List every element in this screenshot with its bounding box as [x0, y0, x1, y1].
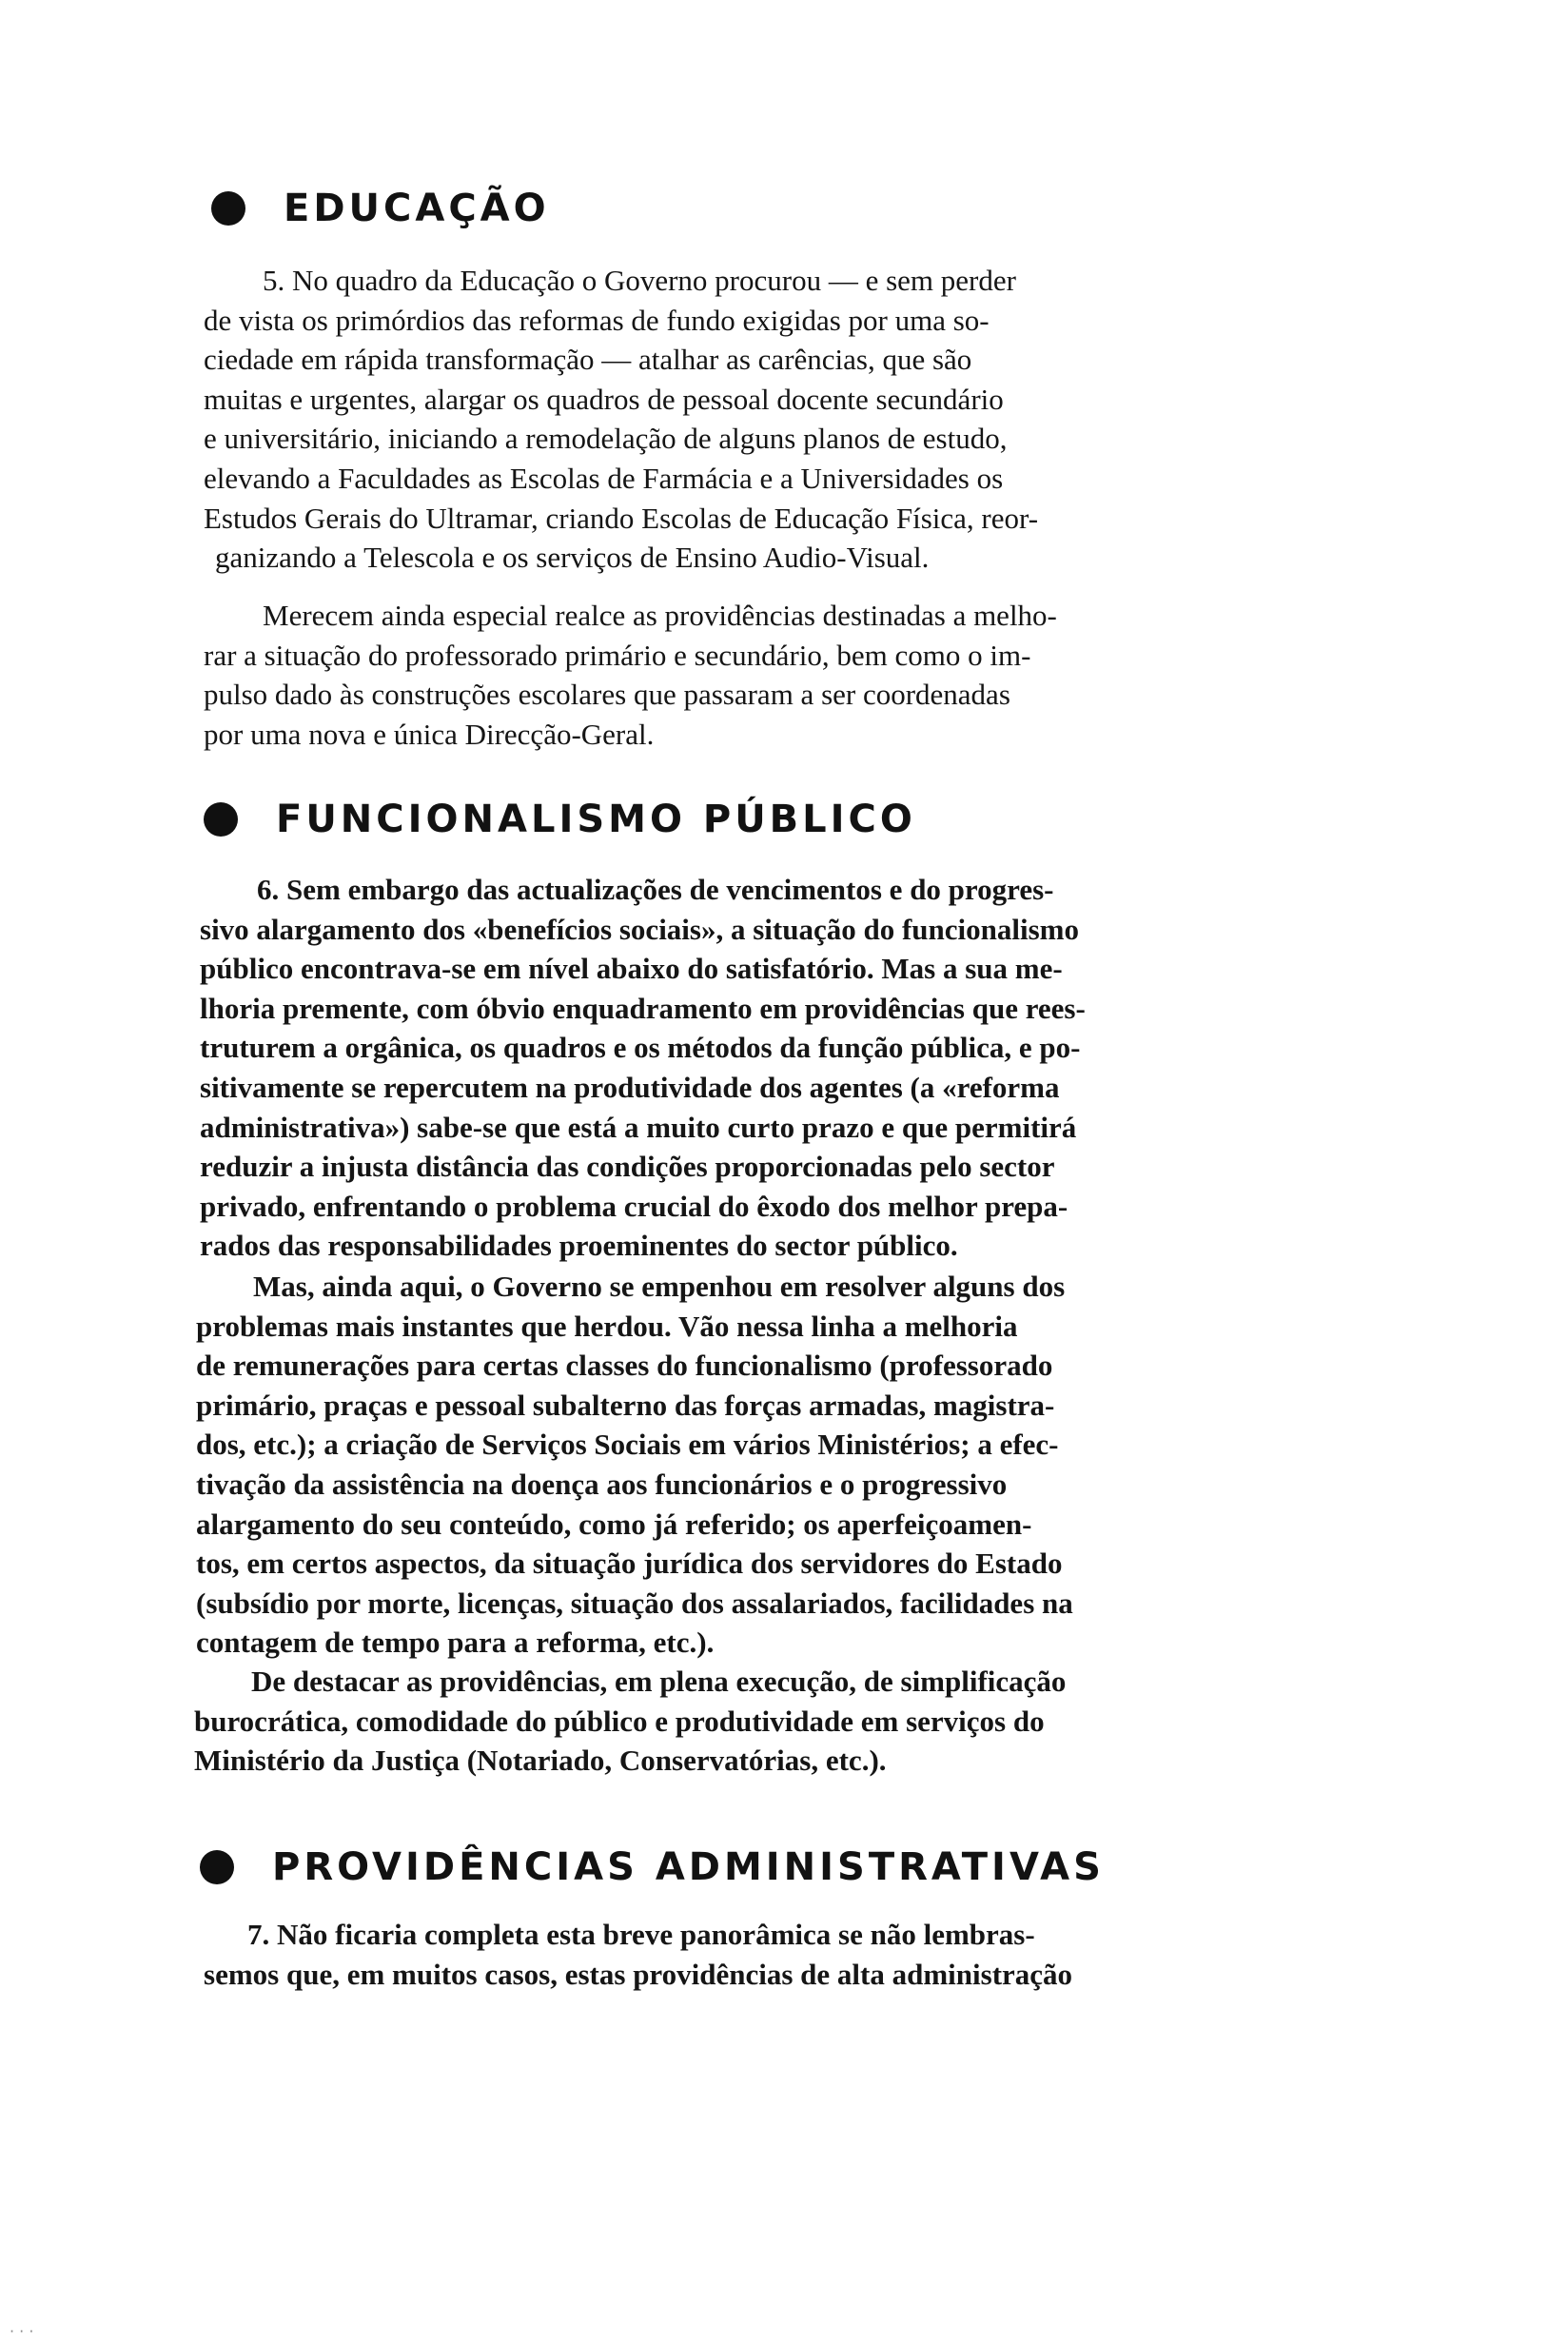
bullet-icon — [200, 1850, 234, 1884]
text-line: privado, enfrentando o problema crucial do êxodo dos melhor prepa- — [200, 1189, 1068, 1223]
text-line: 6. Sem embargo das actualizações de vencimentos e do progres- — [257, 873, 1054, 906]
text-line: ganizando a Telescola e os serviços de Ensino Audio-Visual. — [215, 541, 930, 575]
text-line: 5. No quadro da Educação o Governo procurou — e sem perder — [263, 264, 1016, 297]
text-line: Estudos Gerais do Ultramar, criando Escolas de Educação Física, reor- — [204, 501, 1039, 535]
bullet-icon — [211, 191, 245, 226]
section-title: FUNCIONALISMO PÚBLICO — [276, 798, 916, 841]
text-line: semos que, em muitos casos, estas providências de alta administração — [204, 1957, 1073, 1991]
text-line: tos, em certos aspectos, da situação jurídica dos servidores do Estado — [196, 1547, 1063, 1581]
text-line: tivação da assistência na doença aos funcionários e o progressivo — [196, 1467, 1008, 1501]
scan-artifact: · · · — [10, 2322, 34, 2340]
section-heading-funcionalismo — [204, 798, 916, 841]
text-line: alargamento do seu conteúdo, como já referido; os aperfeiçoamen- — [196, 1507, 1032, 1541]
text-line: pulso dado às construções escolares que passaram a ser coordenadas — [204, 678, 1010, 712]
text-line: lhoria premente, com óbvio enquadramento em providências que rees- — [200, 991, 1086, 1025]
text-line: administrativa») sabe-se que está a muito curto prazo e que permitirá — [200, 1110, 1077, 1144]
paragraph-6 — [200, 870, 1402, 1266]
paragraph-5b — [204, 596, 1406, 754]
text-line: truturem a orgânica, os quadros e os métodos da função pública, e po- — [200, 1031, 1081, 1065]
paragraph-5 — [204, 261, 1406, 578]
text-line: ciedade em rápida transformação — atalhar as carências, que são — [204, 343, 972, 377]
text-line: de vista os primórdios das reformas de fundo exigidas por uma so- — [204, 303, 990, 337]
text-line: e universitário, iniciando a remodelação de alguns planos de estudo, — [204, 422, 1008, 456]
text-line: sivo alargamento dos «benefícios sociais», a situação do funcionalismo — [200, 912, 1080, 946]
text-line: sitivamente se repercutem na produtividade dos agentes (a «reforma — [200, 1070, 1060, 1104]
bullet-icon — [204, 802, 238, 837]
section-title: EDUCAÇÃO — [284, 187, 550, 230]
text-line: rar a situação do professorado primário e secundário, bem como o im- — [204, 638, 1031, 672]
text-line: elevando a Faculdades as Escolas de Farmácia e a Universidades os — [204, 461, 1004, 495]
text-line: Ministério da Justiça (Notariado, Conservatórias, etc.). — [194, 1744, 887, 1778]
section-title: PROVIDÊNCIAS ADMINISTRATIVAS — [272, 1845, 1105, 1889]
text-line: muitas e urgentes, alargar os quadros de pessoal docente secundário — [204, 382, 1004, 416]
text-line: público encontrava-se em nível abaixo do satisfatório. Mas a sua me- — [200, 952, 1063, 986]
text-line: rados das responsabilidades proeminentes do sector público. — [200, 1229, 958, 1263]
text-line: burocrática, comodidade do público e produtividade em serviços do — [194, 1704, 1045, 1738]
text-line: 7. Não ficaria completa esta breve panorâmica se não lembras- — [247, 1918, 1035, 1951]
text-line: contagem de tempo para a reforma, etc.). — [196, 1626, 715, 1660]
text-line: por uma nova e única Direcção-Geral. — [204, 717, 655, 751]
paragraph-6b — [196, 1267, 1402, 1663]
text-line: (subsídio por morte, licenças, situação dos assalariados, facilidades na — [196, 1586, 1073, 1620]
section-heading-educacao — [211, 187, 550, 230]
section-heading-providencias — [200, 1845, 1105, 1889]
text-line: Merecem ainda especial realce as providências destinadas a melho- — [263, 599, 1057, 632]
text-line: Mas, ainda aqui, o Governo se empenhou em resolver alguns dos — [253, 1270, 1066, 1303]
text-line: reduzir a injusta distância das condições proporcionadas pelo sector — [200, 1150, 1055, 1184]
paragraph-6c — [194, 1662, 1402, 1781]
text-line: problemas mais instantes que herdou. Vão nessa linha a melhoria — [196, 1309, 1018, 1343]
text-line: De destacar as providências, em plena execução, de simplificação — [251, 1665, 1067, 1698]
text-line: primário, praças e pessoal subalterno das forças armadas, magistra- — [196, 1388, 1055, 1422]
text-line: dos, etc.); a criação de Serviços Sociais em vários Ministérios; a efec- — [196, 1428, 1059, 1462]
text-line: de remunerações para certas classes do funcionalismo (professorado — [196, 1349, 1053, 1383]
paragraph-7 — [194, 1915, 1402, 1994]
